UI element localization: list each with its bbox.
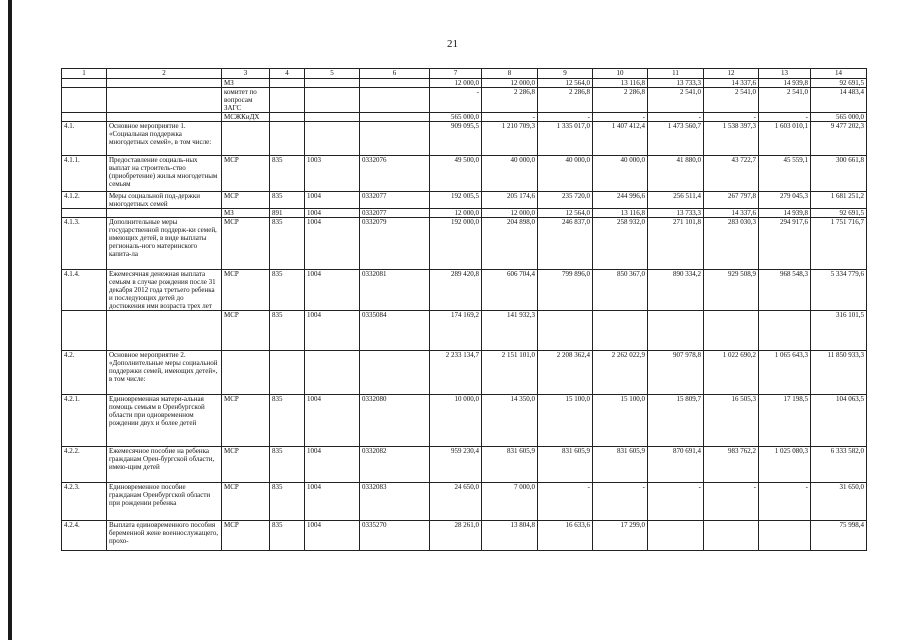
amount-cell bbox=[648, 311, 704, 351]
row-number-cell bbox=[62, 209, 107, 218]
row-number-cell bbox=[62, 79, 107, 88]
amount-cell: - bbox=[538, 113, 593, 122]
amount-cell: 1 473 560,7 bbox=[648, 122, 704, 156]
amount-cell: 267 797,8 bbox=[704, 192, 759, 209]
amount-cell: 12 564,0 bbox=[538, 79, 593, 88]
amount-cell: 2 541,0 bbox=[759, 88, 811, 113]
amount-cell: 1 025 080,3 bbox=[759, 447, 811, 483]
amount-cell: 565 000,0 bbox=[430, 113, 482, 122]
row-number-cell bbox=[62, 113, 107, 122]
amount-cell: 831 605,9 bbox=[593, 447, 648, 483]
table-row bbox=[62, 270, 867, 311]
section-code-cell: 1004 bbox=[305, 521, 360, 551]
amount-cell: - bbox=[759, 113, 811, 122]
measure-name-cell: Основное мероприятие 2. «Дополнительные меры социальной поддержки семей, имеющих детей», в том числе: bbox=[107, 351, 222, 395]
row-number-cell: 4.2.4. bbox=[62, 521, 107, 551]
measure-name-cell bbox=[107, 88, 222, 113]
amount-cell: 870 691,4 bbox=[648, 447, 704, 483]
amount-cell: 15 809,7 bbox=[648, 395, 704, 447]
target-code-cell bbox=[360, 122, 430, 156]
column-header: 13 bbox=[759, 69, 811, 79]
amount-cell: 14 350,0 bbox=[482, 395, 538, 447]
amount-cell: 2 262 022,9 bbox=[593, 351, 648, 395]
grbs-code-cell: 835 bbox=[270, 395, 305, 447]
target-code-cell bbox=[360, 113, 430, 122]
row-number-cell: 4.2.3. bbox=[62, 483, 107, 521]
column-header: 8 bbox=[482, 69, 538, 79]
section-code-cell bbox=[305, 122, 360, 156]
amount-cell: 205 174,6 bbox=[482, 192, 538, 209]
target-code-cell bbox=[360, 88, 430, 113]
grbs-code-cell: 835 bbox=[270, 156, 305, 192]
amount-cell: 7 000,0 bbox=[482, 483, 538, 521]
table-row bbox=[62, 209, 867, 218]
target-code-cell: 0332080 bbox=[360, 395, 430, 447]
target-code-cell: 0335270 bbox=[360, 521, 430, 551]
row-number-cell: 4.1.4. bbox=[62, 270, 107, 311]
budget-table bbox=[61, 68, 867, 551]
row-number-cell: 4.1.3. bbox=[62, 218, 107, 270]
amount-cell: 14 939,8 bbox=[759, 79, 811, 88]
page-number: 21 bbox=[447, 38, 458, 50]
grbs-code-cell: 835 bbox=[270, 192, 305, 209]
measure-name-cell: Основное мероприятие 1. «Социальная поддержка многодетных семей», в том числе: bbox=[107, 122, 222, 156]
row-number-cell: 4.1. bbox=[62, 122, 107, 156]
amount-cell: 204 898,0 bbox=[482, 218, 538, 270]
amount-cell: 565 000,0 bbox=[811, 113, 867, 122]
amount-cell: 2 208 362,4 bbox=[538, 351, 593, 395]
amount-cell: 16 633,6 bbox=[538, 521, 593, 551]
column-header: 12 bbox=[704, 69, 759, 79]
section-code-cell: 1004 bbox=[305, 483, 360, 521]
amount-cell: 1 751 716,7 bbox=[811, 218, 867, 270]
amount-cell: - bbox=[430, 88, 482, 113]
amount-cell: 300 661,8 bbox=[811, 156, 867, 192]
table-row bbox=[62, 395, 867, 447]
column-header: 6 bbox=[360, 69, 430, 79]
row-number-cell: 4.1.1. bbox=[62, 156, 107, 192]
amount-cell: - bbox=[482, 113, 538, 122]
target-code-cell: 0335084 bbox=[360, 311, 430, 351]
grbs-code-cell: 835 bbox=[270, 483, 305, 521]
amount-cell: 909 095,5 bbox=[430, 122, 482, 156]
amount-cell: 192 000,0 bbox=[430, 218, 482, 270]
executor-cell: МСР bbox=[222, 447, 270, 483]
column-header: 11 bbox=[648, 69, 704, 79]
amount-cell: 10 000,0 bbox=[430, 395, 482, 447]
column-header: 4 bbox=[270, 69, 305, 79]
column-header: 5 bbox=[305, 69, 360, 79]
amount-cell: 907 978,8 bbox=[648, 351, 704, 395]
measure-name-cell bbox=[107, 113, 222, 122]
amount-cell: 256 511,4 bbox=[648, 192, 704, 209]
target-code-cell: 0332081 bbox=[360, 270, 430, 311]
amount-cell: 968 548,3 bbox=[759, 270, 811, 311]
amount-cell: 890 334,2 bbox=[648, 270, 704, 311]
amount-cell: 17 299,0 bbox=[593, 521, 648, 551]
measure-name-cell: Ежемесячная денежная выплата семьям в случае рождения после 31 декабря 2012 года третьего ребенка и последующих детей до достижения ими возраста трех лет bbox=[107, 270, 222, 311]
amount-cell: 15 100,0 bbox=[538, 395, 593, 447]
amount-cell: 831 605,9 bbox=[538, 447, 593, 483]
amount-cell: 14 337,6 bbox=[704, 209, 759, 218]
measure-name-cell bbox=[107, 311, 222, 351]
amount-cell: 13 733,3 bbox=[648, 79, 704, 88]
executor-cell: МЗ bbox=[222, 209, 270, 218]
table-row bbox=[62, 192, 867, 209]
amount-cell: 1 538 397,3 bbox=[704, 122, 759, 156]
measure-name-cell bbox=[107, 209, 222, 218]
amount-cell: 12 000,0 bbox=[482, 209, 538, 218]
amount-cell: 13 804,8 bbox=[482, 521, 538, 551]
executor-cell: МСР bbox=[222, 311, 270, 351]
amount-cell: 929 508,9 bbox=[704, 270, 759, 311]
grbs-code-cell bbox=[270, 122, 305, 156]
target-code-cell: 0332076 bbox=[360, 156, 430, 192]
amount-cell: 2 286,8 bbox=[538, 88, 593, 113]
grbs-code-cell: 835 bbox=[270, 270, 305, 311]
measure-name-cell: Дополнительные меры государственной поддерж-ки семей, имеющих детей, в виде выплаты региональ-ного материнского капита-ла bbox=[107, 218, 222, 270]
amount-cell: 16 505,3 bbox=[704, 395, 759, 447]
amount-cell: 271 101,8 bbox=[648, 218, 704, 270]
amount-cell bbox=[759, 521, 811, 551]
measure-name-cell: Предоставление социаль-ных выплат на строитель-ство (приобретение) жилья многодетным семьям bbox=[107, 156, 222, 192]
amount-cell: - bbox=[648, 483, 704, 521]
executor-cell: МЗ bbox=[222, 79, 270, 88]
target-code-cell: 0332077 bbox=[360, 192, 430, 209]
executor-cell: МСР bbox=[222, 270, 270, 311]
target-code-cell: 0332083 bbox=[360, 483, 430, 521]
amount-cell: 2 286,8 bbox=[593, 88, 648, 113]
amount-cell: 1 022 690,2 bbox=[704, 351, 759, 395]
amount-cell: 13 116,8 bbox=[593, 209, 648, 218]
amount-cell: 28 261,0 bbox=[430, 521, 482, 551]
section-code-cell: 1004 bbox=[305, 270, 360, 311]
amount-cell: 45 559,1 bbox=[759, 156, 811, 192]
amount-cell: 2 541,0 bbox=[704, 88, 759, 113]
section-code-cell bbox=[305, 351, 360, 395]
amount-cell: 192 005,5 bbox=[430, 192, 482, 209]
amount-cell: 41 880,0 bbox=[648, 156, 704, 192]
target-code-cell: 0332082 bbox=[360, 447, 430, 483]
amount-cell: 1 065 643,3 bbox=[759, 351, 811, 395]
section-code-cell: 1004 bbox=[305, 395, 360, 447]
amount-cell: 2 286,8 bbox=[482, 88, 538, 113]
grbs-code-cell bbox=[270, 351, 305, 395]
row-number-cell bbox=[62, 311, 107, 351]
amount-cell: 283 030,3 bbox=[704, 218, 759, 270]
target-code-cell: 0332079 bbox=[360, 218, 430, 270]
amount-cell: 1 210 709,3 bbox=[482, 122, 538, 156]
grbs-code-cell: 891 bbox=[270, 209, 305, 218]
amount-cell: 9 477 202,3 bbox=[811, 122, 867, 156]
executor-cell: МСР bbox=[222, 521, 270, 551]
amount-cell: 14 483,4 bbox=[811, 88, 867, 113]
amount-cell: 92 691,5 bbox=[811, 209, 867, 218]
amount-cell: 6 333 582,0 bbox=[811, 447, 867, 483]
amount-cell: 2 541,0 bbox=[648, 88, 704, 113]
section-code-cell: 1004 bbox=[305, 311, 360, 351]
page-edge-bar bbox=[0, 0, 13, 640]
table-row bbox=[62, 218, 867, 270]
table-row bbox=[62, 521, 867, 551]
amount-cell bbox=[759, 311, 811, 351]
table-row bbox=[62, 447, 867, 483]
executor-cell: МСР bbox=[222, 156, 270, 192]
amount-cell: 141 932,3 bbox=[482, 311, 538, 351]
column-header: 7 bbox=[430, 69, 482, 79]
column-header: 2 bbox=[107, 69, 222, 79]
column-header: 1 bbox=[62, 69, 107, 79]
target-code-cell: 0332077 bbox=[360, 209, 430, 218]
measure-name-cell: Выплата единовременного пособия беременной жене военнослужащего, прохо- bbox=[107, 521, 222, 551]
table-row bbox=[62, 113, 867, 122]
amount-cell: 246 837,0 bbox=[538, 218, 593, 270]
amount-cell: 49 500,0 bbox=[430, 156, 482, 192]
amount-cell: 24 650,0 bbox=[430, 483, 482, 521]
table-row bbox=[62, 79, 867, 88]
grbs-code-cell: 835 bbox=[270, 218, 305, 270]
amount-cell: 279 045,3 bbox=[759, 192, 811, 209]
amount-cell: 1 603 010,1 bbox=[759, 122, 811, 156]
section-code-cell bbox=[305, 79, 360, 88]
amount-cell: 1 335 017,0 bbox=[538, 122, 593, 156]
row-number-cell bbox=[62, 88, 107, 113]
row-number-cell: 4.1.2. bbox=[62, 192, 107, 209]
amount-cell: 258 932,0 bbox=[593, 218, 648, 270]
table-header-row bbox=[62, 69, 867, 79]
amount-cell: 606 704,4 bbox=[482, 270, 538, 311]
executor-cell: МСР bbox=[222, 395, 270, 447]
amount-cell: 40 000,0 bbox=[593, 156, 648, 192]
amount-cell: - bbox=[538, 483, 593, 521]
column-header: 9 bbox=[538, 69, 593, 79]
amount-cell bbox=[538, 311, 593, 351]
amount-cell: 31 650,0 bbox=[811, 483, 867, 521]
table-row bbox=[62, 483, 867, 521]
row-number-cell: 4.2.1. bbox=[62, 395, 107, 447]
measure-name-cell: Меры социальной под-держки многодетных семей bbox=[107, 192, 222, 209]
amount-cell: 235 720,0 bbox=[538, 192, 593, 209]
table-row bbox=[62, 351, 867, 395]
section-code-cell: 1004 bbox=[305, 218, 360, 270]
amount-cell: - bbox=[593, 113, 648, 122]
table-row bbox=[62, 122, 867, 156]
amount-cell: 11 850 933,3 bbox=[811, 351, 867, 395]
section-code-cell: 1004 bbox=[305, 192, 360, 209]
amount-cell: - bbox=[759, 483, 811, 521]
executor-cell: МСЖКиДХ bbox=[222, 113, 270, 122]
amount-cell: 12 000,0 bbox=[430, 79, 482, 88]
row-number-cell: 4.2.2. bbox=[62, 447, 107, 483]
grbs-code-cell: 835 bbox=[270, 521, 305, 551]
section-code-cell: 1004 bbox=[305, 209, 360, 218]
amount-cell bbox=[648, 521, 704, 551]
amount-cell: 17 198,5 bbox=[759, 395, 811, 447]
amount-cell: 92 691,5 bbox=[811, 79, 867, 88]
column-header: 10 bbox=[593, 69, 648, 79]
amount-cell: 75 998,4 bbox=[811, 521, 867, 551]
amount-cell: - bbox=[704, 483, 759, 521]
amount-cell: 15 100,0 bbox=[593, 395, 648, 447]
section-code-cell: 1004 bbox=[305, 447, 360, 483]
amount-cell: 959 230,4 bbox=[430, 447, 482, 483]
amount-cell: 5 334 779,6 bbox=[811, 270, 867, 311]
measure-name-cell: Единовременное пособие гражданам Оренбургской области при рождении ребенка bbox=[107, 483, 222, 521]
grbs-code-cell: 835 bbox=[270, 447, 305, 483]
amount-cell bbox=[704, 311, 759, 351]
amount-cell: 12 000,0 bbox=[430, 209, 482, 218]
amount-cell: 43 722,7 bbox=[704, 156, 759, 192]
table-row bbox=[62, 311, 867, 351]
amount-cell: 174 169,2 bbox=[430, 311, 482, 351]
amount-cell: 1 407 412,4 bbox=[593, 122, 648, 156]
amount-cell: 2 151 101,0 bbox=[482, 351, 538, 395]
grbs-code-cell bbox=[270, 79, 305, 88]
amount-cell: 244 996,6 bbox=[593, 192, 648, 209]
amount-cell: 294 917,6 bbox=[759, 218, 811, 270]
amount-cell: 850 367,0 bbox=[593, 270, 648, 311]
amount-cell: 1 681 251,2 bbox=[811, 192, 867, 209]
amount-cell: 799 896,0 bbox=[538, 270, 593, 311]
executor-cell: МСР bbox=[222, 218, 270, 270]
grbs-code-cell: 835 bbox=[270, 311, 305, 351]
grbs-code-cell bbox=[270, 88, 305, 113]
amount-cell: 40 000,0 bbox=[482, 156, 538, 192]
amount-cell: 104 063,5 bbox=[811, 395, 867, 447]
amount-cell: 14 939,8 bbox=[759, 209, 811, 218]
column-header: 14 bbox=[811, 69, 867, 79]
section-code-cell bbox=[305, 88, 360, 113]
amount-cell: 14 337,6 bbox=[704, 79, 759, 88]
section-code-cell: 1003 bbox=[305, 156, 360, 192]
target-code-cell bbox=[360, 79, 430, 88]
measure-name-cell: Ежемесячное пособие на ребенка гражданам Орен-бургской области, имею-щим детей bbox=[107, 447, 222, 483]
amount-cell: 13 733,3 bbox=[648, 209, 704, 218]
amount-cell: 983 762,2 bbox=[704, 447, 759, 483]
row-number-cell: 4.2. bbox=[62, 351, 107, 395]
table-row bbox=[62, 88, 867, 113]
amount-cell: - bbox=[704, 113, 759, 122]
amount-cell: 40 000,0 bbox=[538, 156, 593, 192]
amount-cell bbox=[593, 311, 648, 351]
section-code-cell bbox=[305, 113, 360, 122]
amount-cell: 316 101,5 bbox=[811, 311, 867, 351]
executor-cell bbox=[222, 122, 270, 156]
amount-cell: - bbox=[593, 483, 648, 521]
amount-cell: 2 233 134,7 bbox=[430, 351, 482, 395]
amount-cell: - bbox=[648, 113, 704, 122]
amount-cell: 13 116,8 bbox=[593, 79, 648, 88]
table-row bbox=[62, 156, 867, 192]
measure-name-cell: Единовременная матери-альная помощь семьям в Оренбургской области при одновременном рождении двух и более детей bbox=[107, 395, 222, 447]
measure-name-cell bbox=[107, 79, 222, 88]
column-header: 3 bbox=[222, 69, 270, 79]
amount-cell: 12 000,0 bbox=[482, 79, 538, 88]
amount-cell bbox=[704, 521, 759, 551]
amount-cell: 289 420,8 bbox=[430, 270, 482, 311]
executor-cell: МСР bbox=[222, 483, 270, 521]
grbs-code-cell bbox=[270, 113, 305, 122]
amount-cell: 12 564,0 bbox=[538, 209, 593, 218]
target-code-cell bbox=[360, 351, 430, 395]
executor-cell bbox=[222, 351, 270, 395]
executor-cell: МСР bbox=[222, 192, 270, 209]
executor-cell: комитет по вопросам ЗАГС bbox=[222, 88, 270, 113]
amount-cell: 831 605,9 bbox=[482, 447, 538, 483]
